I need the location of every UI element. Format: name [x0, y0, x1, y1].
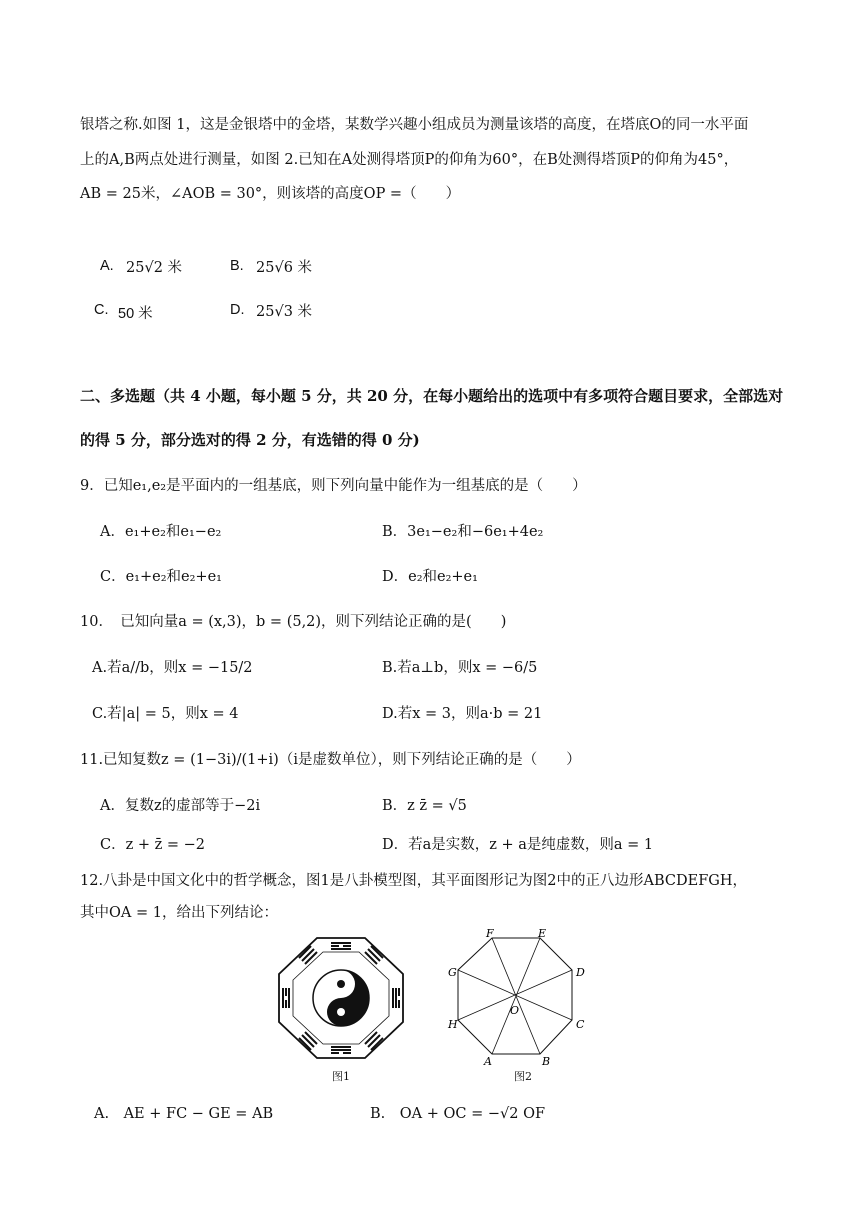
problem12-option-a: A. AE + FC − GE = AB [94, 1106, 274, 1122]
figure1-bagua [277, 936, 405, 1060]
section2-heading-line2: 的得 5 分，部分选对的得 2 分，有选错的得 0 分) [80, 431, 420, 449]
figure2-caption: 图2 [514, 1070, 532, 1083]
problem11-option-a: A．复数z的虚部等于−2i [100, 798, 261, 814]
octagon-vertex-a: A [484, 1055, 492, 1066]
problem10-stem: 10． 已知向量a = (x,3)，b = (5,2)，则下列结论正确的是( ) [80, 614, 507, 630]
problem9-option-b: B．3e₁−e₂和−6e₁+4e₂ [382, 524, 544, 540]
octagon-vertex-f: F [486, 927, 494, 940]
octagon-vertex-h: H [448, 1018, 458, 1031]
problem10-option-b: B.若a⊥b，则x = −6/5 [382, 660, 538, 676]
problem11-stem: 11.已知复数z = (1−3i)/(1+i)（i是虚数单位），则下列结论正确的是（ ） [80, 752, 581, 768]
problem11-option-d: D．若a是实数，z + a是纯虚数，则a = 1 [382, 837, 654, 853]
problem8-option-d: 25√3 米 [256, 304, 313, 320]
problem12-line1: 12.八卦是中国文化中的哲学概念，图1是八卦模型图，其平面图形记为图2中的正八边形ABCDEFGH， [80, 873, 747, 889]
problem11-option-c: C．z + z̄ = −2 [100, 837, 205, 853]
figure2-octagon [440, 926, 592, 1066]
problem11-option-b: B．z z̄ = √5 [382, 798, 467, 814]
problem12-option-b: B. OA + OC = −√2 OF [370, 1106, 546, 1122]
problem9-option-c: C．e₁+e₂和e₂+e₁ [100, 569, 222, 585]
problem10-option-c: C.若|a| = 5，则x = 4 [92, 706, 239, 722]
bagua-diagram [277, 936, 405, 1060]
problem8-option-a-label: A. [100, 258, 114, 274]
problem12-line2: 其中OA = 1，给出下列结论： [80, 905, 278, 921]
problem8-option-b-label: B. [230, 258, 244, 274]
problem9-option-d: D．e₂和e₂+e₁ [382, 569, 478, 585]
problem8-option-c: 50 米 [118, 306, 153, 322]
problem8-line1: 银塔之称.如图 1，这是金银塔中的金塔，某数学兴趣小组成员为测量该塔的高度，在塔底O的同一水平面 [80, 117, 749, 133]
problem10-option-d: D.若x = 3，则a·b = 21 [382, 706, 543, 722]
octagon-diagram [440, 926, 592, 1066]
problem8-option-b: 25√6 米 [256, 260, 313, 276]
octagon-vertex-e: E [538, 927, 547, 940]
octagon-vertex-d: D [576, 966, 585, 979]
octagon-center-o: O [510, 1004, 520, 1017]
problem8-line3: AB = 25米，∠AOB = 30°，则该塔的高度OP =（ ） [80, 186, 461, 202]
problem8-line2: 上的A,B两点处进行测量，如图 2.已知在A处测得塔顶P的仰角为60°，在B处测得塔顶P的仰角为45°， [80, 152, 739, 168]
problem8-option-a: 25√2 米 [126, 260, 183, 276]
problem9-option-a: A．e₁+e₂和e₁−e₂ [100, 524, 222, 540]
problem8-option-d-label: D. [230, 302, 245, 318]
octagon-vertex-g: G [448, 966, 457, 979]
problem9-stem: 9．已知e₁,e₂是平面内的一组基底，则下列向量中能作为一组基底的是（ ） [80, 478, 587, 494]
octagon-vertex-b: B [542, 1055, 551, 1066]
problem8-option-c-label: C. [94, 302, 109, 318]
octagon-vertex-c: C [576, 1018, 585, 1031]
problem10-option-a: A.若a//b，则x = −15/2 [92, 660, 253, 676]
section2-heading-line1: 二、多选题（共 4 小题，每小题 5 分，共 20 分，在每小题给出的选项中有多项符合题目要求，全部选对 [80, 387, 784, 405]
figure1-caption: 图1 [332, 1070, 350, 1083]
